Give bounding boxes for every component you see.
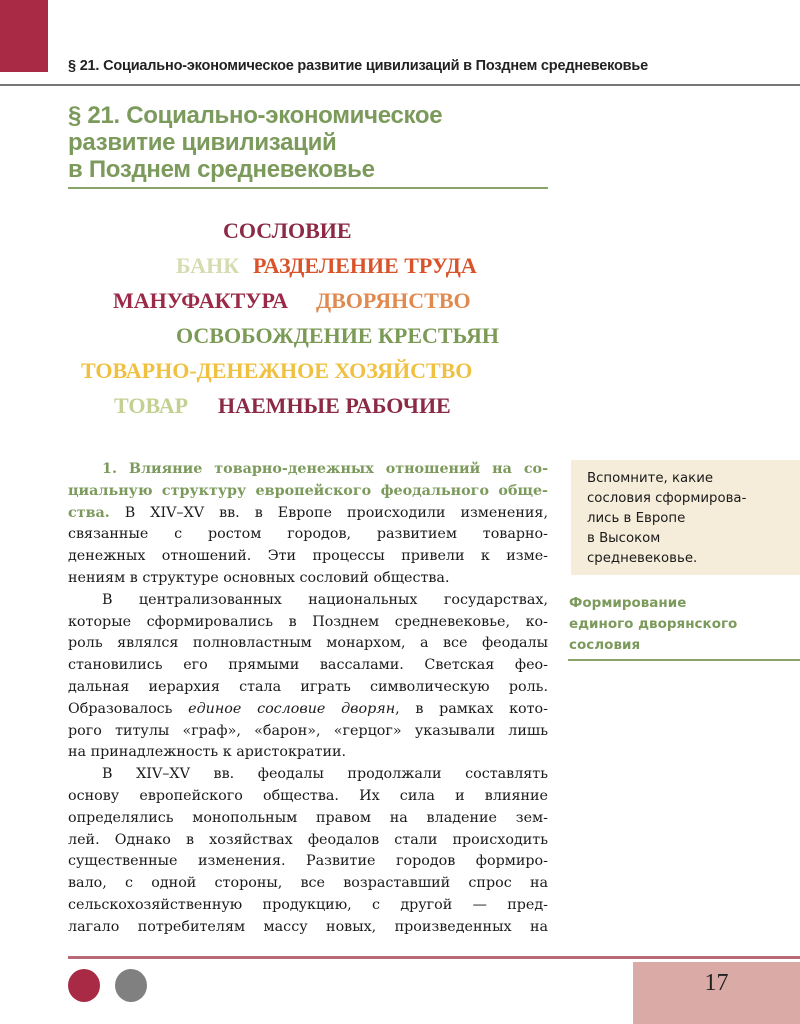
margin-heading-line: Формирование [569,595,687,611]
note-line: в Высоком [587,531,661,546]
title-line: § 21. Социально-экономическое [68,102,443,129]
text-line: роль являлся полновластным монархом, а все феодалы [68,635,548,652]
keyword: НАЕМНЫЕ РАБОЧИЕ [218,393,451,418]
text-line: вало, с одной стороны, все возраставший спрос на [68,875,548,892]
margin-heading-line: единого дворянского [569,616,738,632]
text-fragment: Образовалось [68,700,189,717]
keyword: СОСЛОВИЕ [223,218,352,243]
title-line: развитие цивилизаций [68,129,337,156]
page-number-box [633,962,800,1024]
keyword: ДВОРЯНСТВО [316,288,471,313]
footer-divider [68,956,800,959]
section-heading-line: циальную структуру европейского феодального обще- [68,482,548,499]
text-line: нениям в структуре основных сословий общества. [68,569,450,586]
recall-note-box [571,460,800,575]
corner-color-block [0,0,48,72]
keyword: ТОВАР [114,393,189,418]
note-line: средневековье. [587,551,698,566]
page-title [68,102,442,183]
text-line: В XIV–XV вв. феодалы продолжали составлять [102,766,548,783]
title-underline [68,187,548,189]
keyword: РАЗДЕЛЕНИЕ ТРУДА [253,253,477,278]
text-line: на принадлежность к аристократии. [68,744,347,761]
keyword: МАНУФАКТУРА [113,288,288,313]
margin-heading [569,593,737,656]
text-line: дальная иерархия стала играть символическую роль. [68,678,548,695]
section-heading-end: ства. [68,504,110,521]
red-circle-icon [68,969,100,1002]
text-line: сельскохозяйственную продукцию, с другой — пред- [68,896,548,913]
text-line: определялись монопольным правом на владение зем- [68,809,548,826]
section-heading-line: 1. Влияние товарно-денежных отношений на со- [102,461,548,477]
header-divider [0,84,800,86]
text-line: основу европейского общества. Их сила и влияние [68,787,548,804]
text-line: В централизованных национальных государствах, [102,591,548,608]
text-line: связанные с ростом городов, развитием товарно- [68,526,548,543]
note-line: лись в Европе [587,511,686,526]
keyword: БАНК [176,253,240,278]
note-line: Вспомните, какие [587,471,714,486]
margin-heading-underline [568,659,800,661]
note-line: сословия сформирова- [587,491,747,506]
text-line [68,699,548,721]
keyword: ТОВАРНО-ДЕНЕЖНОЕ ХОЗЯЙСТВО [81,358,473,383]
title-line: в Позднем средневековье [68,156,375,183]
margin-heading-line: сословия [569,637,641,653]
text-fragment: , в рамках кото- [395,700,548,717]
text-line: рого титулы «граф», «барон», «герцог» указывали лишь [68,722,548,739]
text-line: которые сформировались в Позднем средневековье, ко- [68,613,548,630]
emphasized-term: единое сословие дворян [188,700,396,717]
text-line: лагало потребителям массу новых, произведенных на [68,918,548,935]
text-line: существенные изменения. Развитие городов формиро- [68,853,548,870]
text-line: лей. Однако в хозяйствах феодалов стали происходить [68,831,548,848]
running-header: § 21. Социально-экономическое развитие цивилизаций в Позднем средневековье [68,58,648,74]
text-line: денежных отношений. Эти процессы привели к изме- [68,548,548,565]
keyword: ОСВОБОЖДЕНИЕ КРЕСТЬЯН [176,323,499,348]
text-line [68,503,548,525]
text-line: становились его прямыми вассалами. Светская фео- [68,657,548,674]
text-fragment: В XIV–XV вв. в Европе происходили изменения, [109,504,548,521]
page-number: 17 [704,970,729,996]
body-text [68,459,548,939]
gray-circle-icon [115,969,147,1002]
